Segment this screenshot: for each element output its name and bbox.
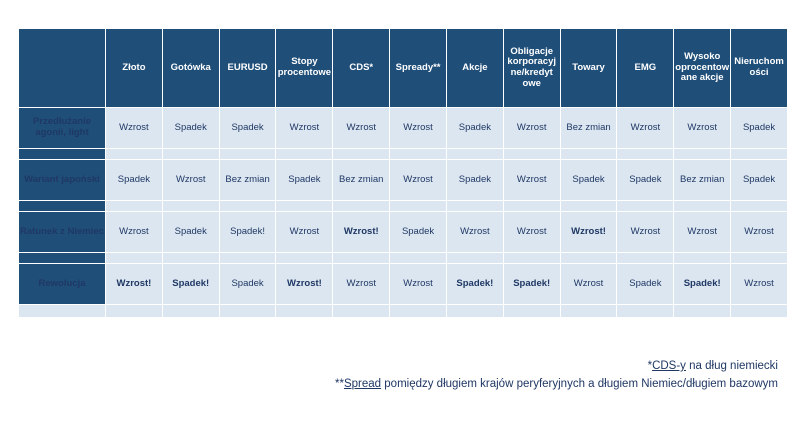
cell-r2-c3: Wzrost: [276, 212, 333, 253]
footnote-cds: [18, 358, 778, 376]
cell-r3-c6: Spadek!: [446, 264, 503, 305]
spacer-cell: [446, 305, 503, 318]
cell-r1-c6: Spadek: [446, 160, 503, 201]
cell-r2-c9: Wzrost: [617, 212, 674, 253]
cell-r3-c5: Wzrost: [390, 264, 447, 305]
spacer-cell: [162, 305, 219, 318]
header-row: [19, 29, 788, 108]
footnotes-block: [18, 358, 788, 394]
spacer-cell: [162, 253, 219, 264]
cell-r1-c4: Bez zmian: [333, 160, 390, 201]
footnote-cds-marker: *: [647, 360, 653, 372]
cell-r2-c10: Wzrost: [674, 212, 731, 253]
scenario-matrix-table: [18, 28, 788, 318]
row-label-rewolucja: Rewolucja: [19, 264, 106, 305]
table-row: [19, 160, 788, 201]
cell-r3-c2: Spadek: [219, 264, 276, 305]
row-spacer: [19, 149, 788, 160]
cell-r3-c11: Wzrost: [731, 264, 788, 305]
cell-r3-c9: Spadek: [617, 264, 674, 305]
spacer-cell: [333, 149, 390, 160]
spacer-cell: [390, 253, 447, 264]
spacer-cell: [162, 149, 219, 160]
column-header-wysoko-oprocentowane-akcje: Wysoko oprocentowane akcje: [674, 29, 731, 108]
cell-r1-c3: Spadek: [276, 160, 333, 201]
spacer-cell: [617, 253, 674, 264]
spacer-cell: [106, 201, 163, 212]
cell-r0-c7: Wzrost: [503, 108, 560, 149]
spacer-cell: [390, 305, 447, 318]
spacer-cell: [276, 305, 333, 318]
row-spacer: [19, 201, 788, 212]
spacer-cell: [503, 149, 560, 160]
spacer-cell: [219, 305, 276, 318]
spacer-cell: [674, 149, 731, 160]
spacer-cell: [219, 149, 276, 160]
cell-r2-c2: Spadek!: [219, 212, 276, 253]
column-header-cds: CDS*: [333, 29, 390, 108]
cell-r1-c0: Spadek: [106, 160, 163, 201]
cell-r3-c3: Wzrost!: [276, 264, 333, 305]
spacer-cell: [446, 253, 503, 264]
spacer-cell: [503, 201, 560, 212]
cell-r0-c2: Spadek: [219, 108, 276, 149]
cell-r2-c11: Wzrost: [731, 212, 788, 253]
spacer-label-cell: [19, 253, 106, 264]
spacer-label-cell: [19, 149, 106, 160]
footnote-spread-marker: **: [335, 377, 344, 390]
cell-r0-c1: Spadek: [162, 108, 219, 149]
spacer-cell: [219, 253, 276, 264]
row-label-wariant-japonski: Wariant japoński: [19, 160, 106, 201]
table-row: [19, 108, 788, 149]
cell-r0-c9: Wzrost: [617, 108, 674, 149]
spacer-cell: [503, 253, 560, 264]
spacer-cell: [617, 305, 674, 318]
column-header-stopy-procentowe: Stopy procentowe: [276, 29, 333, 108]
row-spacer-bottom: [19, 305, 788, 318]
column-header-towary: Towary: [560, 29, 617, 108]
spacer-cell: [617, 201, 674, 212]
row-spacer: [19, 253, 788, 264]
spacer-cell: [731, 149, 788, 160]
spacer-cell: [674, 201, 731, 212]
cell-r0-c0: Wzrost: [106, 108, 163, 149]
spacer-cell: [276, 201, 333, 212]
cell-r3-c1: Spadek!: [162, 264, 219, 305]
cell-r2-c7: Wzrost: [503, 212, 560, 253]
spacer-cell: [560, 149, 617, 160]
column-header-nieruchomosci: Nieruchomości: [731, 29, 788, 108]
cell-r0-c6: Spadek: [446, 108, 503, 149]
column-header-akcje: Akcje: [446, 29, 503, 108]
spacer-cell: [560, 305, 617, 318]
row-label-przedluzanie-agonii: Przedłużanie agonii, light: [19, 108, 106, 149]
cell-r2-c5: Spadek: [390, 212, 447, 253]
footnote-spread-text: pomiędzy długiem krajów peryferyjnych a długiem Niemiec/długiem bazowym: [381, 377, 778, 390]
spacer-cell: [333, 305, 390, 318]
cell-r2-c4: Wzrost!: [333, 212, 390, 253]
cell-r2-c6: Wzrost: [446, 212, 503, 253]
cell-r2-c0: Wzrost: [106, 212, 163, 253]
spacer-cell: [731, 305, 788, 318]
spacer-cell: [106, 253, 163, 264]
spacer-cell: [106, 149, 163, 160]
row-label-ratunek-z-niemiec: Ratunek z Niemiec: [19, 212, 106, 253]
spacer-cell: [446, 149, 503, 160]
column-header-emg: EMG: [617, 29, 674, 108]
spacer-cell: [731, 253, 788, 264]
spacer-cell: [19, 305, 106, 318]
cell-r0-c8: Bez zmian: [560, 108, 617, 149]
table-body: [19, 108, 788, 318]
cell-r0-c5: Wzrost: [390, 108, 447, 149]
cell-r1-c11: Spadek: [731, 160, 788, 201]
spacer-cell: [446, 201, 503, 212]
cell-r0-c11: Spadek: [731, 108, 788, 149]
footnote-cds-text: na dług niemiecki: [685, 360, 778, 372]
spacer-cell: [106, 305, 163, 318]
spacer-label-cell: [19, 201, 106, 212]
cell-r1-c5: Wzrost: [390, 160, 447, 201]
table-header: [19, 29, 788, 108]
column-header-eurusd: EURUSD: [219, 29, 276, 108]
footnote-spread-term: Spread: [343, 377, 382, 390]
spacer-cell: [560, 201, 617, 212]
cell-r2-c8: Wzrost!: [560, 212, 617, 253]
spacer-cell: [674, 253, 731, 264]
cell-r1-c2: Bez zmian: [219, 160, 276, 201]
column-header-zloto: Złoto: [106, 29, 163, 108]
footnote-cds-term: CDS-y: [652, 360, 686, 372]
cell-r3-c4: Wzrost: [333, 264, 390, 305]
column-header-obligacje-korporacyjne: Obligacje korporacyjne/kredyt owe: [503, 29, 560, 108]
cell-r3-c7: Spadek!: [503, 264, 560, 305]
spacer-cell: [731, 201, 788, 212]
cell-r3-c8: Wzrost: [560, 264, 617, 305]
cell-r0-c3: Wzrost: [276, 108, 333, 149]
spacer-cell: [390, 149, 447, 160]
cell-r1-c1: Wzrost: [162, 160, 219, 201]
spacer-cell: [617, 149, 674, 160]
spacer-cell: [333, 253, 390, 264]
spacer-cell: [390, 201, 447, 212]
cell-r1-c8: Spadek: [560, 160, 617, 201]
scenario-matrix-container: [18, 28, 788, 318]
table-row: [19, 212, 788, 253]
spacer-cell: [276, 149, 333, 160]
cell-r0-c10: Wzrost: [674, 108, 731, 149]
spacer-cell: [674, 305, 731, 318]
cell-r2-c1: Spadek: [162, 212, 219, 253]
spacer-cell: [560, 253, 617, 264]
spacer-cell: [219, 201, 276, 212]
cell-r1-c9: Spadek: [617, 160, 674, 201]
cell-r3-c0: Wzrost!: [106, 264, 163, 305]
header-corner-cell: [19, 29, 106, 108]
cell-r0-c4: Wzrost: [333, 108, 390, 149]
spacer-cell: [162, 201, 219, 212]
spacer-cell: [276, 253, 333, 264]
cell-r1-c10: Bez zmian: [674, 160, 731, 201]
spacer-cell: [333, 201, 390, 212]
footnote-spread: [18, 376, 778, 394]
spacer-cell: [503, 305, 560, 318]
column-header-gotowka: Gotówka: [162, 29, 219, 108]
cell-r3-c10: Spadek!: [674, 264, 731, 305]
cell-r1-c7: Wzrost: [503, 160, 560, 201]
column-header-spready: Spready**: [390, 29, 447, 108]
table-row: [19, 264, 788, 305]
